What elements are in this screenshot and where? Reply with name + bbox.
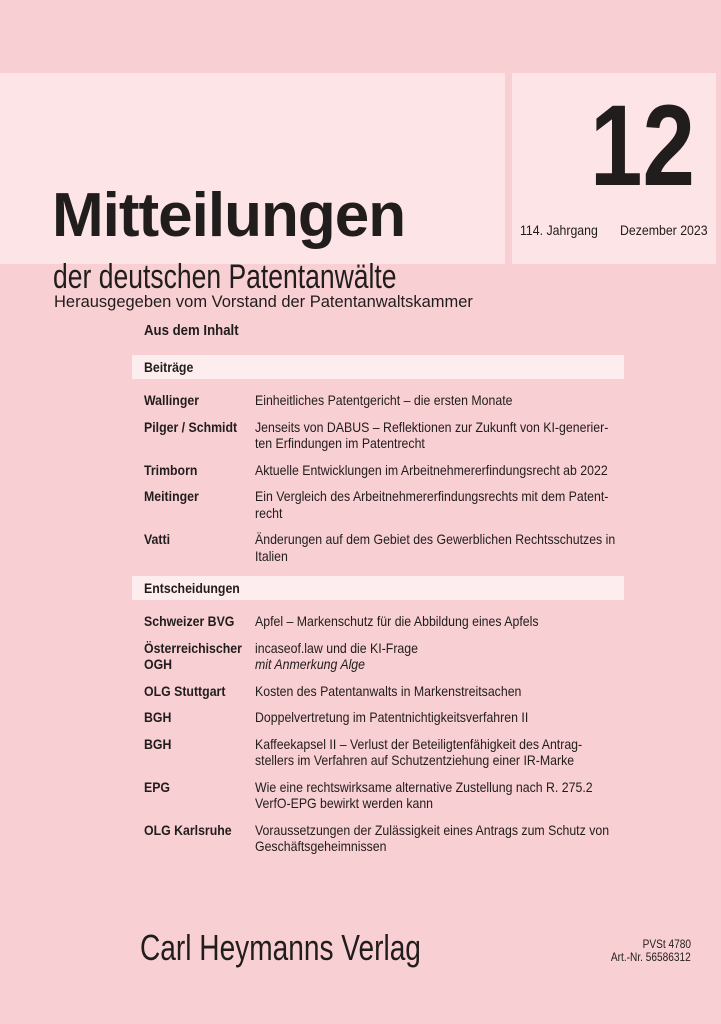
entry-author-cell bbox=[144, 462, 255, 479]
magazine-title: Mitteilungen bbox=[52, 181, 406, 250]
section-label: Beiträge bbox=[144, 359, 194, 375]
issue-date: Dezember 2023 bbox=[620, 222, 709, 238]
entry-author-cell bbox=[144, 736, 255, 769]
issue-meta bbox=[520, 222, 709, 238]
entry-author-cell bbox=[144, 531, 255, 564]
entry-author-cell bbox=[144, 683, 255, 700]
publisher-name bbox=[140, 927, 500, 968]
entry-title: Kaffeekapsel II – Verlust der Beteiligtenfähigkeit des Antrag- stellers im Verfahren auf Schutzentziehung einer IR-Marke bbox=[255, 735, 583, 768]
entry-title: Aktuelle Entwicklungen im Arbeitnehmererfindungsrecht ab 2022 bbox=[255, 461, 608, 478]
entry-author: Pilger / Schmidt bbox=[144, 418, 238, 435]
entry-author-cell bbox=[144, 709, 255, 726]
toc-entry bbox=[132, 683, 624, 700]
magazine-subtitle bbox=[53, 260, 493, 294]
entry-author: Wallinger bbox=[144, 392, 199, 408]
entry-title-cell bbox=[255, 462, 624, 479]
magazine-subtitle-text: der deutschen Patentanwälte bbox=[53, 258, 397, 296]
toc-entry bbox=[132, 419, 624, 452]
toc-sections bbox=[132, 355, 624, 855]
section-band bbox=[132, 355, 624, 379]
entry-title: Jenseits von DABUS – Reflektionen zur Zukunft von KI-generier- ten Erfindungen im Patentrecht bbox=[255, 418, 609, 451]
entry-title: incaseof.law und die KI-Frage bbox=[255, 639, 418, 656]
entry-title: Wie eine rechtswirksame alternative Zustellung nach R. 275.2 VerfO-EPG bewirkt werden kann bbox=[255, 778, 593, 811]
entry-author: Trimborn bbox=[144, 461, 198, 478]
entry-title-cell bbox=[255, 531, 624, 564]
entry-title: Voraussetzungen der Zulässigkeit eines Antrags zum Schutz von Geschäftsgeheimnissen bbox=[255, 821, 610, 854]
entry-title-cell bbox=[255, 709, 624, 726]
entry-author: Schweizer BVG bbox=[144, 613, 235, 629]
entry-author-cell bbox=[144, 392, 255, 409]
toc-heading bbox=[132, 322, 624, 340]
issue-number bbox=[567, 82, 695, 210]
entry-author: OLG Stuttgart bbox=[144, 682, 226, 699]
section-label: Entscheidungen bbox=[144, 580, 240, 596]
table-of-contents bbox=[132, 322, 624, 855]
toc-entry bbox=[132, 531, 624, 564]
entry-title-cell bbox=[255, 419, 624, 452]
toc-section bbox=[132, 355, 624, 564]
entry-title: Ein Vergleich des Arbeitnehmererfindungsrechts mit dem Patent- recht bbox=[255, 488, 609, 521]
entry-title-cell bbox=[255, 640, 624, 673]
entry-title-cell bbox=[255, 488, 624, 521]
entry-note: mit Anmerkung Alge bbox=[255, 656, 366, 672]
entry-author-cell bbox=[144, 613, 255, 630]
entry-author: BGH bbox=[144, 709, 172, 725]
toc-entry bbox=[132, 613, 624, 630]
entry-title: Änderungen auf dem Gebiet des Gewerblichen Rechtsschutzes in Italien bbox=[255, 531, 616, 564]
toc-entry bbox=[132, 488, 624, 521]
entry-title: Apfel – Markenschutz für die Abbildung eines Apfels bbox=[255, 613, 539, 629]
entry-title: Kosten des Patentanwalts in Markenstreitsachen bbox=[255, 682, 522, 699]
entry-title-cell bbox=[255, 613, 624, 630]
entry-title-cell bbox=[255, 822, 624, 855]
volume-label: 114. Jahrgang bbox=[520, 222, 598, 238]
postal-info bbox=[600, 939, 691, 965]
entry-author: Vatti bbox=[144, 531, 171, 547]
entry-author-cell bbox=[144, 822, 255, 855]
toc-entry bbox=[132, 640, 624, 673]
publisher-line bbox=[54, 293, 486, 310]
pvst-number: PVSt 4780 bbox=[642, 939, 691, 951]
entry-title: Einheitliches Patentgericht – die ersten Monate bbox=[255, 392, 513, 408]
entry-author-cell bbox=[144, 779, 255, 812]
section-rows bbox=[132, 613, 624, 855]
issue-number-text: 12 bbox=[590, 82, 695, 210]
publisher-name-text: Carl Heymanns Verlag bbox=[140, 927, 421, 968]
entry-author: OLG Karlsruhe bbox=[144, 821, 232, 838]
entry-author-cell bbox=[144, 419, 255, 452]
entry-author: EPG bbox=[144, 778, 171, 795]
entry-author-cell bbox=[144, 488, 255, 521]
publisher-line-text: Herausgegeben vom Vorstand der Patentanwaltskammer bbox=[54, 292, 473, 311]
entry-title-cell bbox=[255, 736, 624, 769]
toc-entry bbox=[132, 736, 624, 769]
toc-entry bbox=[132, 822, 624, 855]
entry-title-cell bbox=[255, 683, 624, 700]
masthead-panel bbox=[0, 73, 505, 311]
toc-section bbox=[132, 576, 624, 855]
toc-entry bbox=[132, 462, 624, 479]
entry-title-cell bbox=[255, 779, 624, 812]
toc-heading-text: Aus dem Inhalt bbox=[144, 322, 239, 339]
entry-author: Österreichischer OGH bbox=[144, 639, 242, 672]
toc-entry bbox=[132, 779, 624, 812]
entry-title: Doppelvertretung im Patentnichtigkeitsverfahren II bbox=[255, 709, 529, 725]
section-rows bbox=[132, 392, 624, 564]
toc-entry bbox=[132, 392, 624, 409]
entry-title-cell bbox=[255, 392, 624, 409]
entry-author: Meitinger bbox=[144, 488, 199, 504]
entry-author: BGH bbox=[144, 735, 172, 752]
entry-author-cell bbox=[144, 640, 255, 673]
toc-entry bbox=[132, 709, 624, 726]
article-number: Art.-Nr. 56586312 bbox=[611, 952, 691, 964]
section-band bbox=[132, 576, 624, 600]
issue-panel bbox=[512, 73, 716, 264]
